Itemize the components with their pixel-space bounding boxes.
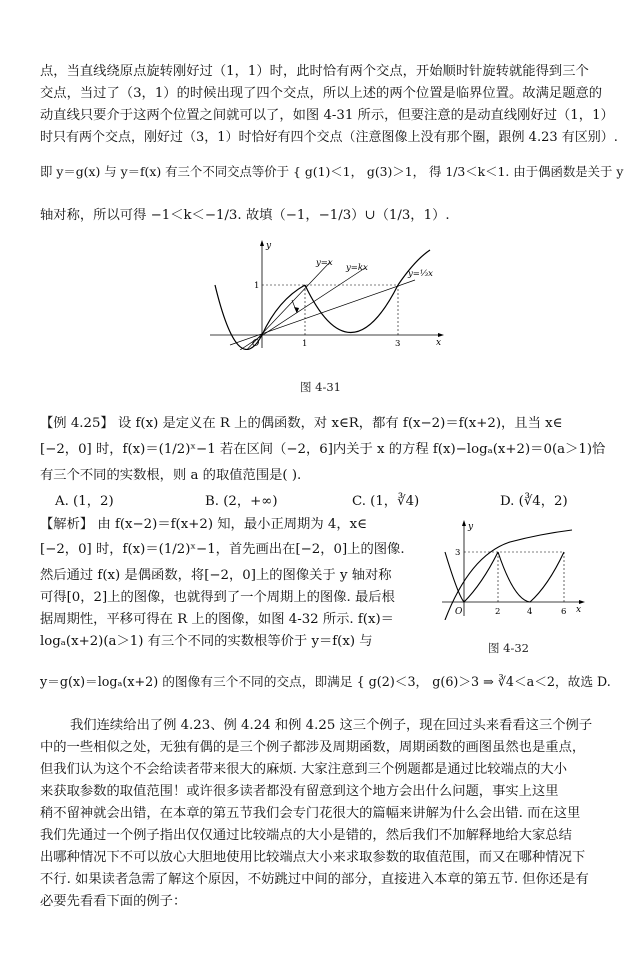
- solution-line5: 据周期性，平移可得在 R 上的图像，如图 4-32 所示. f(x)＝: [40, 612, 394, 627]
- fig431-tick-1: 1: [302, 339, 308, 349]
- fig432-tick-4: 4: [527, 607, 533, 617]
- figure-4-31-caption: 图 4-31: [300, 380, 341, 394]
- para2-line6: 我们先通过一个例子指出仅仅通过比较端点的大小是错的，然后我们不加解释地给大家总结: [40, 828, 572, 843]
- para2-line7: 出哪种情况下不可以放心大胆地使用比较端点大小来求取参数的取值范围，而又在哪种情况下: [40, 850, 586, 865]
- fig431-label-y3x: y=⅓x: [408, 269, 433, 279]
- fig431-ytick-1: 1: [254, 281, 260, 291]
- example-line2: [−2，0] 时，f(x)＝(1/2)ˣ−1 若在区间（−2，6]内关于 x 的方程 f(x)−logₐ(x+2)＝0(a＞1)恰: [40, 442, 606, 457]
- option-c: C. (1，∛4): [352, 494, 420, 509]
- example-line3: 有三个不同的实数根，则 a 的取值范围是( ).: [40, 468, 302, 483]
- option-d: D. (∛4，2): [500, 494, 568, 509]
- fig431-tick-3: 3: [395, 339, 401, 349]
- fig431-y-label: y: [266, 241, 272, 251]
- fig431-label-ykx: y=kx: [346, 263, 368, 273]
- para1-line1: 点，当直线绕原点旋转刚好过（1，1）时，此时恰有两个交点，开始顺时针旋转就能得到三个: [40, 64, 589, 79]
- solution-line1: 【解析】 由 f(x−2)＝f(x+2) 知，最小正周期为 4，x∈: [40, 517, 367, 532]
- para2-line9: 必要先看看下面的例子：: [40, 894, 187, 909]
- solution-line2: [−2，0] 时，f(x)＝(1/2)ˣ−1，首先画出在[−2，0]上的图像.: [40, 542, 405, 557]
- fig432-y-label: y: [468, 522, 474, 532]
- solution-line6: logₐ(x+2)(a＞1) 有三个不同的实数根等价于 y＝f(x) 与: [40, 634, 373, 649]
- fig432-origin: O: [455, 607, 463, 617]
- option-a: A. (1，2): [55, 494, 114, 509]
- fig432-tick-2: 2: [495, 607, 501, 617]
- para2-line5: 稍不留神就会出错，在本章的第五节我们会专门花很大的篇幅来讲解为什么会出错. 而在这里: [40, 806, 581, 821]
- para1-line5: 即 y＝g(x) 与 y＝f(x) 有三个不同交点等价于 { g(1)＜1， g(3)＞1， 得 1/3＜k＜1. 由于偶函数是关于 y: [40, 164, 624, 179]
- para2-line8: 不行. 如果读者急需了解这个原因，不妨跳过中间的部分，直接进入本章的第五节. 但你还是有: [40, 872, 589, 887]
- solution-line4: 可得[0，2]上的图像，也就得到了一个周期上的图像. 最后根: [40, 590, 395, 605]
- fig431-label-yx: y=x: [316, 258, 333, 268]
- para1-line3: 动直线只要介于这两个位置之间就可以了，如图 4-31 所示，但要注意的是动直线刚好过（1，1）: [40, 108, 614, 123]
- para2-line3: 但我们认为这个不会给读者带来很大的麻烦. 大家注意到三个例题都是通过比较端点的大小: [40, 762, 568, 777]
- fig431-x-label: x: [436, 338, 442, 348]
- options-row: [0, 492, 643, 512]
- para2-line1: 我们连续给出了例 4.23、例 4.24 和例 4.25 这三个例子，现在回过头来看看这三个例子: [70, 718, 593, 733]
- fig432-x-label: x: [576, 605, 582, 615]
- para1-line2: 交点，当过了（3，1）的时候出现了四个交点，所以上述的两个位置是临界位置。故满足题意的: [40, 86, 603, 101]
- fig432-tick-6: 6: [561, 607, 567, 617]
- fig432-ytick-3: 3: [455, 548, 461, 558]
- solution-line7: y＝g(x)＝logₐ(x+2) 的图像有三个不同的交点，即满足 { g(2)＜3， g(6)＞3 ⇒ ∛4＜a＜2，故选 D.: [40, 674, 611, 689]
- fig431-origin: O: [252, 339, 260, 349]
- option-b: B. (2，+∞): [205, 494, 278, 509]
- figure-4-31: [200, 240, 450, 350]
- para2-line2: 中的一些相似之处，无独有偶的是三个例子都涉及周期函数，周期函数的画图虽然也是重点，: [40, 740, 586, 755]
- para1-line6: 轴对称，所以可得 −1＜k＜−1/3. 故填（−1，−1/3）∪（1/3，1）.: [40, 208, 450, 223]
- figure-4-32-caption: 图 4-32: [488, 641, 529, 655]
- para1-line4: 时只有两个交点，刚好过（3，1）时恰好有四个交点（注意图像上没有那个圈，跟例 4.23 有区别）.: [40, 130, 618, 145]
- figure-4-32: [440, 520, 590, 620]
- solution-line3: 然后通过 f(x) 是偶函数，将[−2，0]上的图像关于 y 轴对称: [40, 568, 392, 583]
- example-line1: 【例 4.25】 设 f(x) 是定义在 R 上的偶函数，对 x∈R，都有 f(x−2)＝f(x+2)，且当 x∈: [40, 416, 563, 431]
- para2-line4: 来获取参数的取值范围！或许很多读者都没有留意到这个地方会出什么问题，事实上这里: [40, 784, 559, 799]
